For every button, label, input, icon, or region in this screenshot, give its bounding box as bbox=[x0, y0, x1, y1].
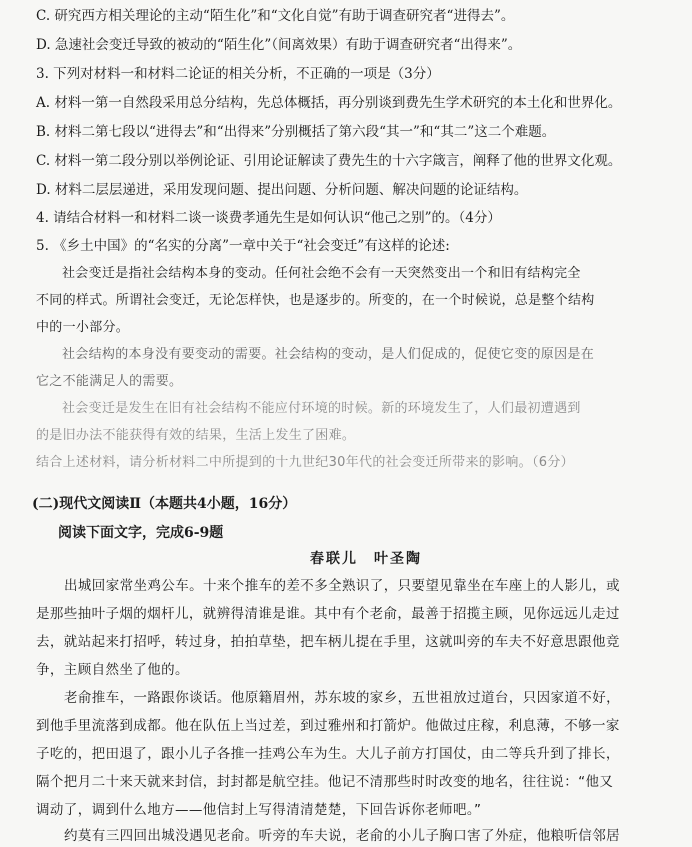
story-line: 老俞推车，一路跟你谈话。他原籍眉州，苏东坡的家乡，五世祖放过道台，只因家道不好， bbox=[64, 690, 620, 706]
q5-quote-line: 社会变迁是发生在旧有社会结构不能应付环境的时候。新的环境发生了，人们最初遭遇到 bbox=[62, 401, 581, 416]
q5-quote-line: 不同的样式。所谓社会变迁，无论怎样快，也是逐步的。所变的，在一个时候说，总是整个结构 bbox=[36, 293, 595, 308]
q5-quote-line: 社会变迁是指社会结构本身的变动。任何社会绝不会有一天突然变出一个和旧有结构完全 bbox=[62, 266, 581, 281]
q5-stem: 5. 《乡土中国》的“名实的分离”一章中关于“社会变迁”有这样的论述: bbox=[36, 238, 450, 254]
q5-quote-line: 社会结构的本身没有要变动的需要。社会结构的变动，是人们促成的，促使它变的原因是在 bbox=[62, 347, 595, 362]
q5-quote-line: 中的一小部分。 bbox=[36, 320, 130, 335]
story-line: 是那些抽叶子烟的烟杆儿，就辨得清谁是谁。其中有个老俞，最善于招揽主顾，见你远远儿走过 bbox=[36, 606, 620, 622]
story-line: 约莫有三四回出城没遇见老俞。听旁的车夫说，老俞的小儿子胸口害了外症，他粮听信邻居 bbox=[64, 828, 620, 844]
q2-option-c: C. 研究西方相关理论的主动“陌生化”和“文化自觉”有助于调查研究者“进得去”。 bbox=[36, 8, 515, 24]
q3-stem: 3. 下列对材料一和材料二论证的相关分析，不正确的一项是（3分） bbox=[36, 66, 440, 82]
q3-option-d: D. 材料二层层递进，采用发现问题、提出问题、分析问题、解决问题的论证结构。 bbox=[36, 182, 528, 198]
q2-option-d: D. 急速社会变迁导致的被动的“陌生化”（间离效果）有助于调查研究者“出得来”。 bbox=[36, 37, 522, 53]
story-line: 隔个把月二十来天就来封信，封封都是航空挂。他记不清那些时时改变的地名，往往说：“他又 bbox=[36, 774, 614, 790]
q5-quote-line: 它之不能满足人的需要。 bbox=[36, 374, 183, 389]
section-instruction: 阅读下面文字，完成6-9题 bbox=[58, 525, 224, 541]
q5-quote-line: 的是旧办法不能获得有效的结果，生活上发生了困难。 bbox=[36, 428, 356, 443]
q3-option-a: A. 材料一第一自然段采用总分结构，先总体概括，再分别谈到费先生学术研究的本土化和世界化。 bbox=[36, 95, 622, 111]
q5-task: 结合上述材料，请分析材料二中所提到的十九世纪30年代的社会变迁所带来的影响。（6分） bbox=[36, 455, 574, 470]
story-title: 春联儿 叶圣陶 bbox=[310, 551, 422, 567]
story-line: 出城回家常坐鸡公车。十来个推车的差不多全熟识了，只要望见靠坐在车座上的人影儿，或 bbox=[64, 578, 620, 594]
story-line: 到他手里流落到成都。他在队伍上当过差，到过雅州和打箭炉。他做过庄稼，利息薄，不够一家 bbox=[36, 718, 620, 734]
story-line: 争，主顾自然坐了他的。 bbox=[36, 662, 189, 678]
q4-stem: 4. 请结合材料一和材料二谈一谈费孝通先生是如何认识“他己之别”的。（4分） bbox=[36, 210, 501, 226]
q3-option-c: C. 材料一第二段分别以举例论证、引用论证解读了费先生的十六字箴言，阐释了他的世界文化观。 bbox=[36, 153, 622, 169]
story-line: 调动了，调到什么地方——他信封上写得清清楚楚，下回告诉你老师吧。” bbox=[36, 802, 482, 818]
story-line: 去，就站起来打招呼，转过身，拍拍草垫，把车柄儿提在手里，这就叫旁的车夫不好意思跟他竞 bbox=[36, 634, 620, 650]
q3-option-b: B. 材料二第七段以“进得去”和“出得来”分别概括了第六段“其一”和“其二”这二个难题。 bbox=[36, 124, 556, 140]
story-line: 子吃的，把田退了，跟小儿子各推一挂鸡公车为生。大儿子前方打国仗，由二等兵升到了排长， bbox=[36, 746, 620, 762]
section-heading: (二)现代文阅读Ⅱ（本题共4小题，16分） bbox=[32, 496, 297, 512]
